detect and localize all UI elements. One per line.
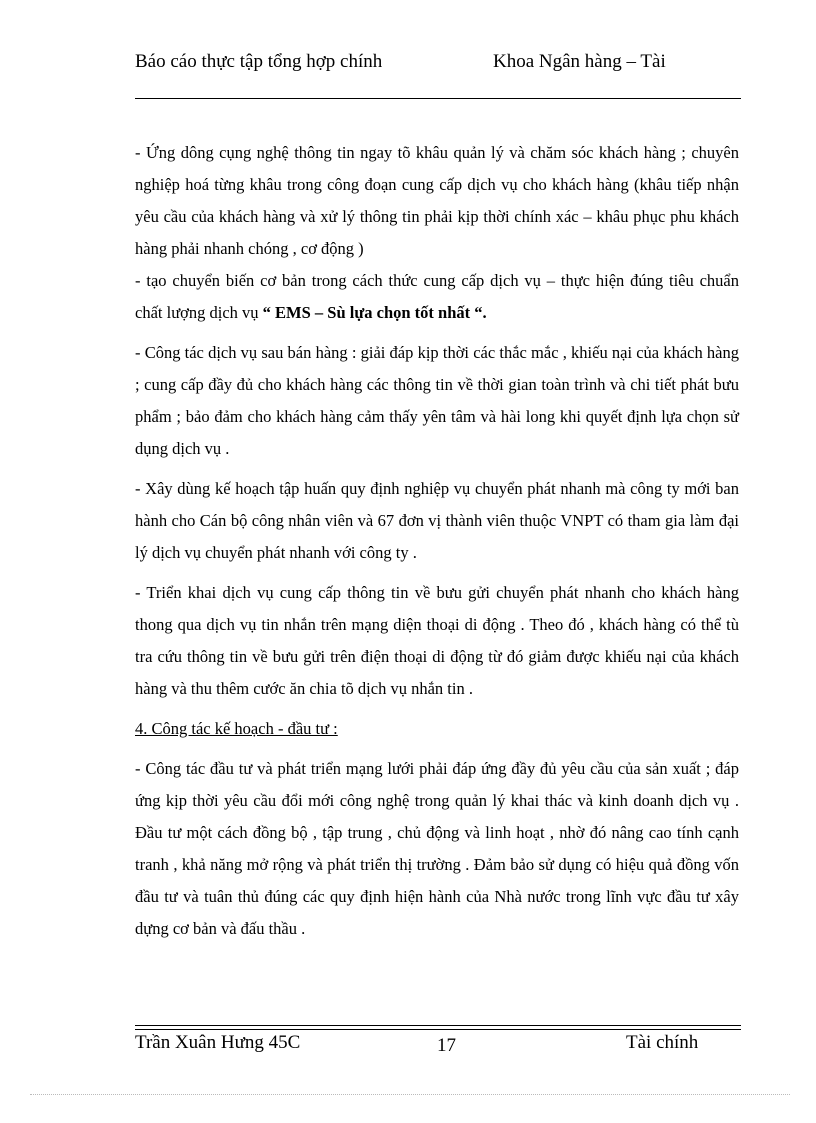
paragraph-after-sales: - Công tác dịch vụ sau bán hàng : giải đáp kịp thời các thắc mắc , khiếu nại của khách hàng ; cung cấp đầy đủ cho khách hàng các thông tin về thời gian toàn trình và chi tiết phát bưu phẩm ; bảo đảm cho khách hàng cảm thấy yên tâm và hài long khi quyết định lựa chọn sử dụng dịch vụ . [135, 343, 739, 458]
page-number: 17 [437, 1035, 456, 1056]
paragraph-sms-tracking: - Triển khai dịch vụ cung cấp thông tin về bưu gửi chuyển phát nhanh cho khách hàng thong qua dịch vụ tin nhắn trên mạng diện thoại di động . Theo đó , khách hàng có thể tù tra cứu thông tin về bưu gửi trên điện thoại di động từ đó giảm được khiếu nại của khách hàng và thu thêm cước ăn chia tõ dịch vụ nhắn tin . [135, 583, 739, 698]
ems-slogan: “ EMS – Sù lựa chọn tốt nhất “. [262, 303, 487, 322]
paragraph-service-standard [135, 265, 739, 329]
section-heading-planning-investment: 4. Công tác kế hoạch - đầu tư : [135, 719, 338, 738]
footer-department: Tài chính [626, 1032, 699, 1053]
paragraph-it-application: - Ứng dông cụng nghệ thông tin ngay tõ khâu quản lý và chăm sóc khách hàng ; chuyên nghiệp hoá từng khâu trong công đoạn cung cấp dịch vụ cho khách hàng (khâu tiếp nhận yêu cầu của khách hàng và xử lý thông tin phải kịp thời chính xác – khâu phục phu khách hàng phải nhanh chóng , cơ động ) [135, 143, 739, 258]
page-header [135, 50, 741, 100]
footer-author: Trần Xuân Hưng 45C [135, 1032, 301, 1053]
header-faculty: Khoa Ngân hàng – Tài [493, 51, 666, 72]
paragraph-investment: - Công tác đầu tư và phát triển mạng lưới phải đáp ứng đầy đủ yêu cầu của sản xuất ; đáp ứng kịp thời yêu cầu đổi mới công nghệ trong quản lý khai thác và kinh doanh dịch vụ . Đầu tư một cách đồng bộ , tập trung , chủ động và linh hoạt , nhờ đó nâng cao tính cạnh tranh , khả năng mở rộng và phát triển thị trường . Đảm bảo sử dụng có hiệu quả đồng vốn đầu tư và tuân thủ đúng các quy định hiện hành của Nhà nước trong lĩnh vực đầu tư xây dựng cơ bản và đấu thầu . [135, 759, 739, 938]
document-body [135, 137, 739, 945]
paragraph-service-standard-text: - tạo chuyển biến cơ bản trong cách thức cung cấp dịch vụ – thực hiện đúng tiêu chuẩn chất lượng dịch vụ [135, 271, 739, 322]
page-bottom-border [30, 1094, 790, 1095]
paragraph-training-plan: - Xây dùng kế hoạch tập huấn quy định nghiệp vụ chuyển phát nhanh mà công ty mới ban hành cho Cán bộ công nhân viên và 67 đơn vị thành viên thuộc VNPT có tham gia làm đại lý dịch vụ chuyển phát nhanh với công ty . [135, 479, 739, 562]
footer-divider-top [135, 1025, 741, 1026]
header-report-title: Báo cáo thực tập tổng hợp chính [135, 51, 383, 72]
header-divider [135, 98, 741, 99]
